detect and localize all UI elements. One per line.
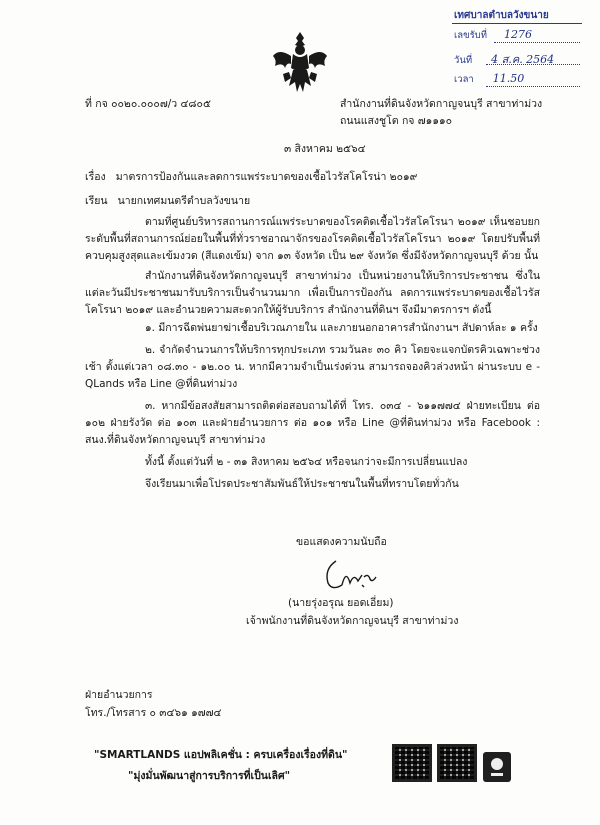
stamp-time-value: 11.50	[492, 72, 525, 85]
garuda-emblem-icon	[271, 30, 329, 96]
recipient-text: นายกเทศมนตรีตำบลวังขนาย	[117, 195, 251, 207]
subject-text: มาตรการป้องกันและลดการแพร่ระบาดของเชื้อไวรัสโคโรน่า ๒๐๑๙	[115, 171, 418, 183]
measure-item-2: ๒. จำกัดจำนวนการให้บริการทุกประเภท รวมวันละ ๓๐ คิว โดยจะแจกบัตรคิวเฉพาะช่วงเช้า ตั้งแต่เวลา ๐๘.๓๐ - ๑๒.๐๐ น. หากมีความจำเป็นเร่งด่วน สามารถจองคิวล่วงหน้า ผ่านระบบ e - QLands หรือ Line @ที่ดินท่าม่วง	[85, 344, 540, 390]
footer-phone: โทร./โทรสาร ๐ ๓๔๖๑ ๑๗๗๔	[85, 707, 222, 719]
qr-code-icon	[392, 744, 432, 782]
document-number: ที่ กจ ๐๐๒๐.๐๐๐๗/ว ๔๘๐๕	[85, 98, 211, 110]
recipient-label: เรียน	[85, 195, 108, 207]
stamp-receive-label: เลขรับที่	[454, 30, 487, 41]
received-stamp	[448, 4, 588, 90]
document-date: ๓ สิงหาคม ๒๕๖๔	[284, 143, 366, 155]
closing-request: จึงเรียนมาเพื่อโปรดประชาสัมพันธ์ให้ประชาชนในพื้นที่ทราบโดยทั่วกัน	[145, 478, 459, 490]
stamp-receive-row	[454, 28, 532, 43]
signer-name: (นายรุ่งอรุณ ยอดเอี่ยม)	[288, 597, 394, 609]
effective-period: ทั้งนี้ ตั้งแต่วันที่ ๒ - ๓๑ สิงหาคม ๒๕๖๔ หรือจนกว่าจะมีการเปลี่ยนแปลง	[145, 456, 468, 468]
footer-slogan-1: "SMARTLANDS แอปพลิเคชั่น : ครบเครื่องเรื่องที่ดิน"	[94, 749, 348, 761]
stamp-title: เทศบาลตำบลวังขนาย	[454, 10, 549, 21]
stamp-time-label: เวลา	[454, 74, 474, 85]
stamp-date-label: วันที่	[454, 55, 473, 66]
qr-code-icon	[437, 744, 477, 782]
body-paragraph-2: สำนักงานที่ดินจังหวัดกาญจนบุรี สาขาท่าม่วง เป็นหน่วยงานให้บริการประชาชน ซึ่งในแต่ละวันมีประชาชนมารับบริการเป็นจำนวนมาก เพื่อเป็นการป้องกัน ลดการแพร่ระบาดของเชื้อไวรัสโคโรนา ๒๐๑๙ และอำนวยความสะดวกให้ผู้รับบริการ สำนักงานที่ดินฯ จึงมีมาตรการฯ ดังนี้	[85, 270, 540, 316]
stamp-date-row	[454, 50, 554, 68]
footer-slogan-2: "มุ่งมั่นพัฒนาสู่การบริการที่เป็นเลิศ"	[128, 770, 291, 782]
subject-line	[85, 168, 417, 185]
measure-item-1: ๑. มีการฉีดพ่นยาฆ่าเชื้อบริเวณภายใน และภายนอกอาคารสำนักงานฯ สัปดาห์ละ ๑ ครั้ง	[145, 322, 538, 334]
body-paragraph-1: ตามที่ศูนย์บริหารสถานการณ์แพร่ระบาดของโรคติดเชื้อไวรัสโคโรนา ๒๐๑๙ เห็นชอบยกระดับพื้นที่สถานการณ์ย่อยในพื้นที่ทั่วราชอาณาจักรของโรคติดเชื้อไวรัสโคโรนา ๒๐๑๙ โดยปรับพื้นที่ควบคุมสูงสุดและเข้มงวด (สีแดงเข้ม) จาก ๑๓ จังหวัด เป็น ๒๙ จังหวัด ซึ่งมีจังหวัดกาญจนบุรี ด้วย นั้น	[85, 216, 540, 262]
stamp-time-row	[454, 72, 524, 87]
handwritten-signature	[322, 555, 384, 593]
signer-position: เจ้าพนักงานที่ดินจังหวัดกาญจนบุรี สาขาท่าม่วง	[246, 615, 459, 627]
stamp-date-value: 4 ส.ค. 2564	[491, 53, 555, 66]
closing-salutation: ขอแสดงความนับถือ	[296, 536, 387, 548]
footer-department: ฝ่ายอำนวยการ	[85, 689, 153, 701]
app-store-badge-icon	[483, 752, 511, 782]
office-name: สำนักงานที่ดินจังหวัดกาญจนบุรี สาขาท่าม่วง	[340, 98, 543, 110]
stamp-receive-value: 1276	[504, 28, 532, 41]
measure-item-3: ๓. หากมีข้อสงสัยสามารถติดต่อสอบถามได้ที่ โทร. ๐๓๔ - ๖๑๑๗๗๔ ฝ่ายทะเบียน ต่อ ๑๐๒ ฝ่ายรังวัด ต่อ ๑๐๓ และฝ่ายอำนวยการ ต่อ ๑๐๑ หรือ Line @ที่ดินท่าม่วง หรือ Facebook : สนง.ที่ดินจังหวัดกาญจนบุรี สาขาท่าม่วง	[85, 400, 540, 446]
subject-label: เรื่อง	[85, 171, 106, 183]
office-address: ถนนแสงชูโต กจ ๗๑๑๑๐	[340, 115, 453, 127]
recipient-line	[85, 192, 250, 209]
